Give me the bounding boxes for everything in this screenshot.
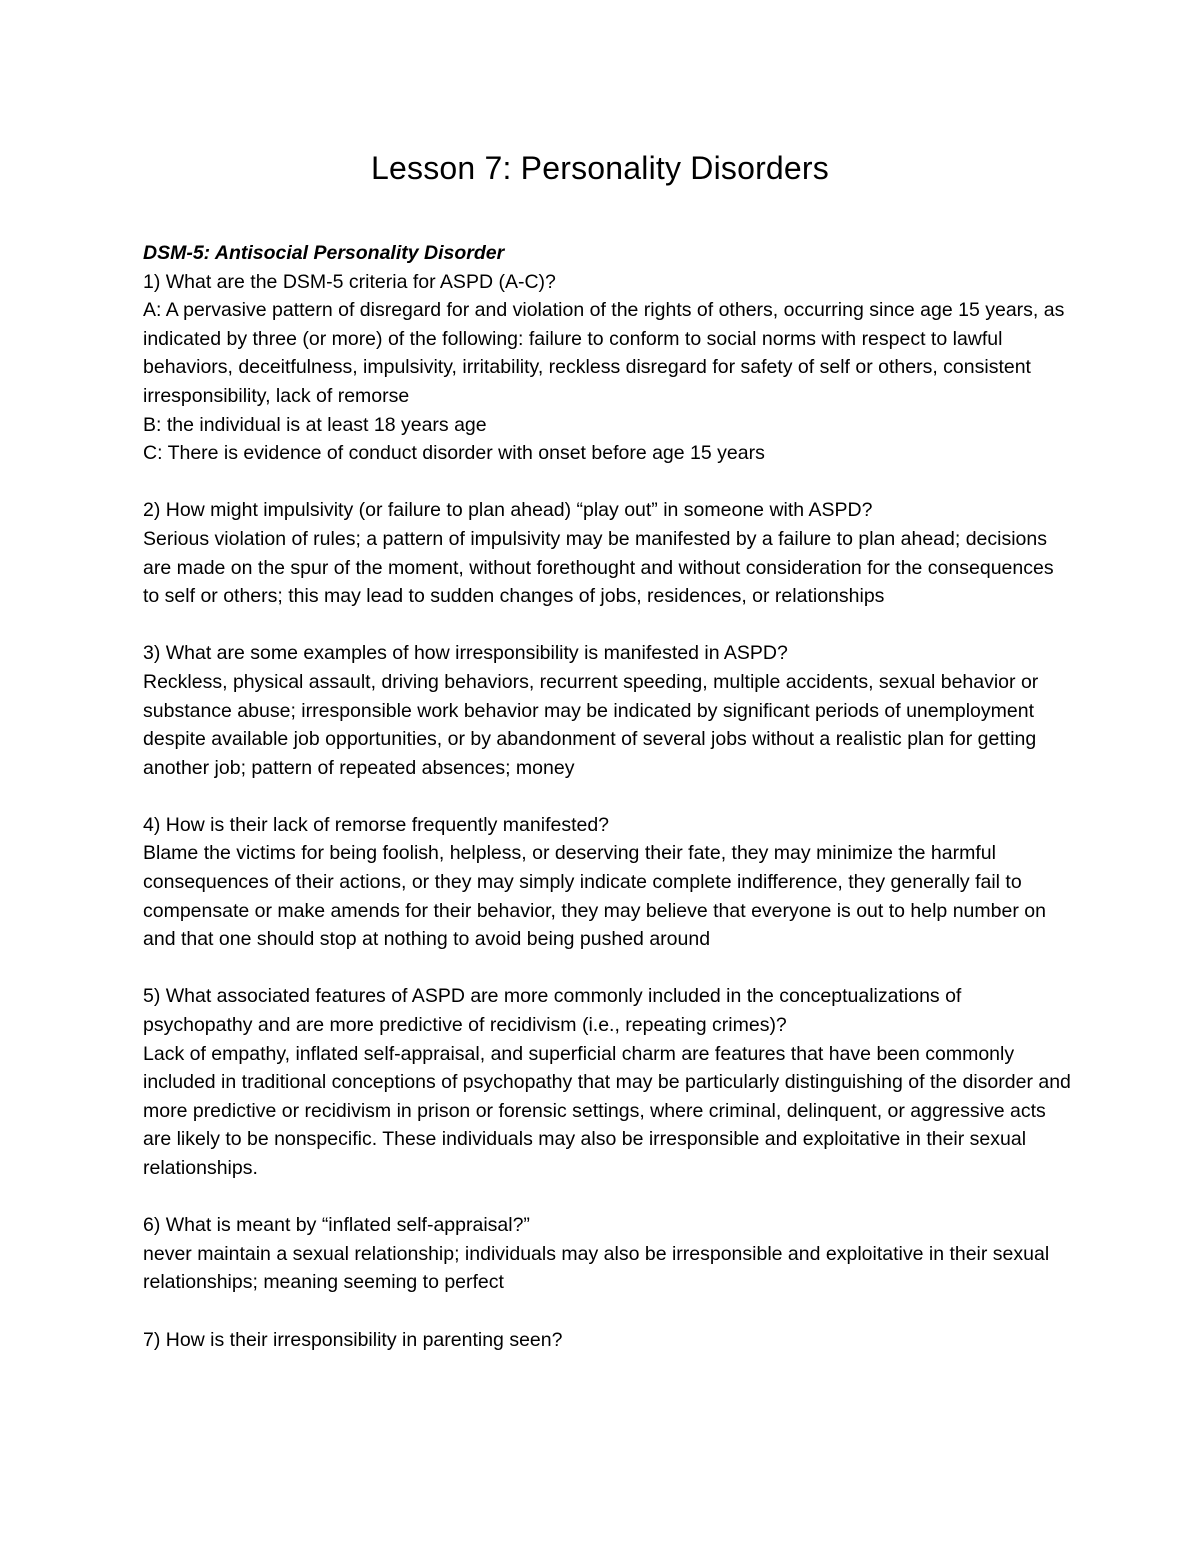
page-title: Lesson 7: Personality Disorders (371, 150, 829, 186)
answer-text: Reckless, physical assault, driving behaviors, recurrent speeding, multiple accidents, sexual behavior or substance abuse; irresponsible work behavior may be indicated by significant periods of unemployment despite available job opportunities, or by abandonment of several jobs without a realistic plan for getting another job; pattern of repeated absences; money (143, 670, 1039, 779)
question-block-5 (143, 982, 1073, 1182)
answer-text: Serious violation of rules; a pattern of impulsivity may be manifested by a failure to plan ahead; decisions are made on the spur of the moment, without forethought and without consideration for the consequences to self or others; this may lead to sudden changes of jobs, residences, or relationships (143, 527, 1054, 608)
question-block-2 (143, 496, 1073, 610)
question-block-3 (143, 639, 1073, 782)
document-body (143, 239, 1073, 1354)
question-text: 7) How is their irresponsibility in parenting seen? (143, 1328, 563, 1351)
question-block-6 (143, 1211, 1073, 1297)
question-text: 5) What associated features of ASPD are more commonly included in the conceptualizations of psychopathy and are more predictive of recidivism (i.e., repeating crimes)? (143, 985, 962, 1037)
question-text: 3) What are some examples of how irresponsibility is manifested in ASPD? (143, 642, 788, 665)
question-text: 6) What is meant by “inflated self-appraisal?” (143, 1214, 530, 1237)
question-block-4 (143, 811, 1073, 954)
question-block-1 (143, 239, 1073, 468)
question-text: 4) How is their lack of remorse frequently manifested? (143, 813, 610, 836)
section-heading: DSM-5: Antisocial Personality Disorder (143, 242, 505, 264)
question-block-7 (143, 1326, 1073, 1355)
question-text: 2) How might impulsivity (or failure to plan ahead) “play out” in someone with ASPD? (143, 499, 873, 522)
answer-text-b: B: the individual is at least 18 years age (143, 413, 487, 436)
answer-text: never maintain a sexual relationship; individuals may also be irresponsible and exploitative in their sexual relationships; meaning seeming to perfect (143, 1242, 1050, 1294)
answer-text: Lack of empathy, inflated self-appraisal, and superficial charm are features that have been commonly included in traditional conceptions of psychopathy that may be particularly distinguishing of the disorder and more predictive or recidivism in prison or forensic settings, where criminal, delinquent, or aggressive acts are likely to be nonspecific. These individuals may also be irresponsible and exploitative in their sexual relationships. (143, 1042, 1071, 1179)
answer-text-a: A: A pervasive pattern of disregard for and violation of the rights of others, occurring since age 15 years, as indicated by three (or more) of the following: failure to conform to social norms with respect to lawful behaviors, deceitfulness, impulsivity, irritability, reckless disregard for safety of self or others, consistent irresponsibility, lack of remorse (143, 299, 1065, 407)
answer-text: Blame the victims for being foolish, helpless, or deserving their fate, they may minimize the harmful consequences of their actions, or they may simply indicate complete indifference, they generally fail to compensate or make amends for their behavior, they may believe that everyone is out to help number on and that one should stop at nothing to avoid being pushed around (143, 842, 1046, 951)
question-text: 1) What are the DSM-5 criteria for ASPD (A-C)? (143, 270, 556, 293)
answer-text-c: C: There is evidence of conduct disorder with onset before age 15 years (143, 442, 765, 465)
